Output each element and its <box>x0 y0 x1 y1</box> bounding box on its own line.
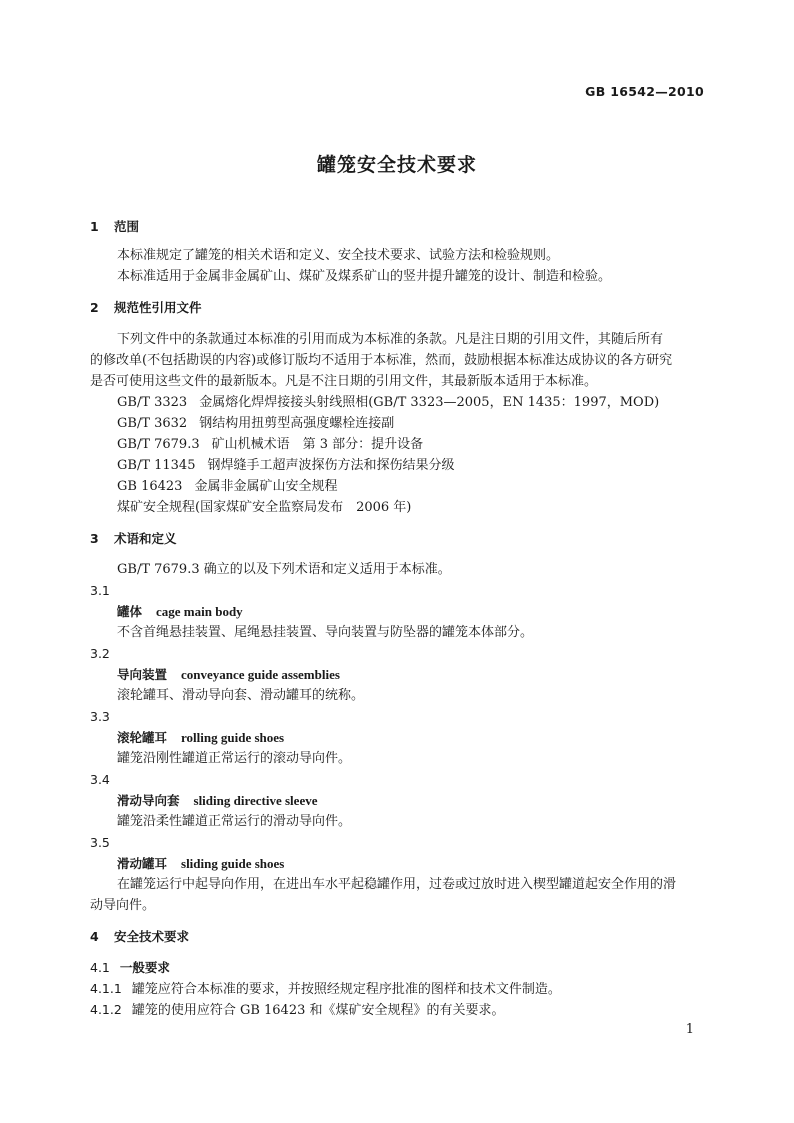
reference-code: GB/T 3323 <box>117 395 188 410</box>
term-en: rolling guide shoes <box>181 730 285 745</box>
reference-title: 金属熔化焊焊接接头射线照相(GB/T 3323—2005，EN 1435：1997，MOD) <box>199 395 660 410</box>
section-4-heading <box>90 927 189 947</box>
term-zh: 滑动罐耳 <box>117 856 168 871</box>
term-en: cage main body <box>156 604 243 619</box>
term-en: sliding directive sleeve <box>193 793 318 808</box>
subsection-title: 一般要求 <box>119 960 170 975</box>
clause-4-1-2 <box>90 1000 505 1020</box>
reference-item <box>117 456 455 476</box>
section-title: 规范性引用文件 <box>114 300 202 315</box>
reference-item <box>117 498 411 518</box>
standard-code: GB 16542—2010 <box>585 84 704 99</box>
section-number: 3 <box>90 531 99 546</box>
reference-title: 矿山机械术语 第 3 部分：提升设备 <box>211 437 424 452</box>
page-number: 1 <box>685 1022 694 1037</box>
term-zh: 罐体 <box>117 604 143 619</box>
clause-text: 罐笼应符合本标准的要求，并按照经规定程序批准的图样和技术文件制造。 <box>131 982 561 997</box>
term-en: sliding guide shoes <box>181 856 285 871</box>
section-number: 2 <box>90 300 99 315</box>
reference-item <box>117 414 394 434</box>
reference-title: 钢结构用扭剪型高强度螺栓连接副 <box>199 416 395 431</box>
subsection-number: 4.1 <box>90 960 110 975</box>
section-number: 1 <box>90 219 99 234</box>
term-number: 3.3 <box>90 709 110 724</box>
term-zh: 滑动导向套 <box>117 793 180 808</box>
term-number: 3.1 <box>90 583 110 598</box>
term-heading <box>117 665 340 685</box>
clause-number: 4.1.1 <box>90 981 122 996</box>
term-definition: 罐笼沿刚性罐道正常运行的滚动导向件。 <box>117 751 352 766</box>
paragraph: GB/T 7679.3 确立的以及下列术语和定义适用于本标准。 <box>117 562 451 577</box>
term-definition: 不含首绳悬挂装置、尾绳悬挂装置、导向装置与防坠器的罐笼本体部分。 <box>117 625 534 640</box>
term-definition-line: 在罐笼运行中起导向作用，在进出车水平起稳罐作用，过卷或过放时进入楔型罐道起安全作用的滑 <box>117 877 677 892</box>
term-heading <box>117 728 284 748</box>
paragraph-line: 的修改单(不包括勘误的内容)或修订版均不适用于本标准，然而，鼓励根据本标准达成协议的各方研究 <box>90 353 673 368</box>
reference-code: GB/T 3632 <box>117 416 188 431</box>
term-zh: 导向装置 <box>117 667 168 682</box>
term-number: 3.2 <box>90 646 110 661</box>
reference-title: 钢焊缝手工超声波探伤方法和探伤结果分级 <box>207 458 455 473</box>
reference-code: GB 16423 <box>117 479 183 494</box>
paragraph-line: 是否可使用这些文件的最新版本。凡是不注日期的引用文件，其最新版本适用于本标准。 <box>90 374 598 389</box>
reference-item <box>117 477 337 497</box>
section-title: 术语和定义 <box>114 531 177 546</box>
section-1-heading <box>90 217 139 237</box>
reference-code: GB/T 11345 <box>117 458 196 473</box>
term-number: 3.5 <box>90 835 110 850</box>
paragraph: 本标准规定了罐笼的相关术语和定义、安全技术要求、试验方法和检验规则。 <box>117 248 560 263</box>
term-heading <box>117 854 284 874</box>
reference-item <box>117 435 423 455</box>
section-title: 安全技术要求 <box>114 929 190 944</box>
section-number: 4 <box>90 929 99 944</box>
reference-code: 煤矿安全规程(国家煤矿安全监察局发布 2006 年) <box>117 500 412 515</box>
clause-number: 4.1.2 <box>90 1002 122 1017</box>
section-2-heading <box>90 298 202 318</box>
reference-code: GB/T 7679.3 <box>117 437 200 452</box>
term-definition: 滚轮罐耳、滑动导向套、滑动罐耳的统称。 <box>117 688 365 703</box>
subsection-4-1 <box>90 958 170 978</box>
term-heading <box>117 791 317 811</box>
reference-title: 金属非金属矿山安全规程 <box>194 479 338 494</box>
term-definition-line: 动导向件。 <box>90 898 156 913</box>
paragraph: 本标准适用于金属非金属矿山、煤矿及煤系矿山的竖井提升罐笼的设计、制造和检验。 <box>117 269 612 284</box>
term-heading <box>117 602 243 622</box>
section-title: 范围 <box>114 219 140 234</box>
term-zh: 滚轮罐耳 <box>117 730 168 745</box>
reference-item <box>117 393 659 413</box>
clause-4-1-1 <box>90 979 561 999</box>
term-number: 3.4 <box>90 772 110 787</box>
term-definition: 罐笼沿柔性罐道正常运行的滑动导向件。 <box>117 814 352 829</box>
paragraph-line: 下列文件中的条款通过本标准的引用而成为本标准的条款。凡是注日期的引用文件，其随后所有 <box>117 332 664 347</box>
clause-text: 罐笼的使用应符合 GB 16423 和《煤矿安全规程》的有关要求。 <box>131 1003 505 1018</box>
document-title: 罐笼安全技术要求 <box>316 154 477 176</box>
section-3-heading <box>90 529 177 549</box>
term-en: conveyance guide assemblies <box>181 667 340 682</box>
